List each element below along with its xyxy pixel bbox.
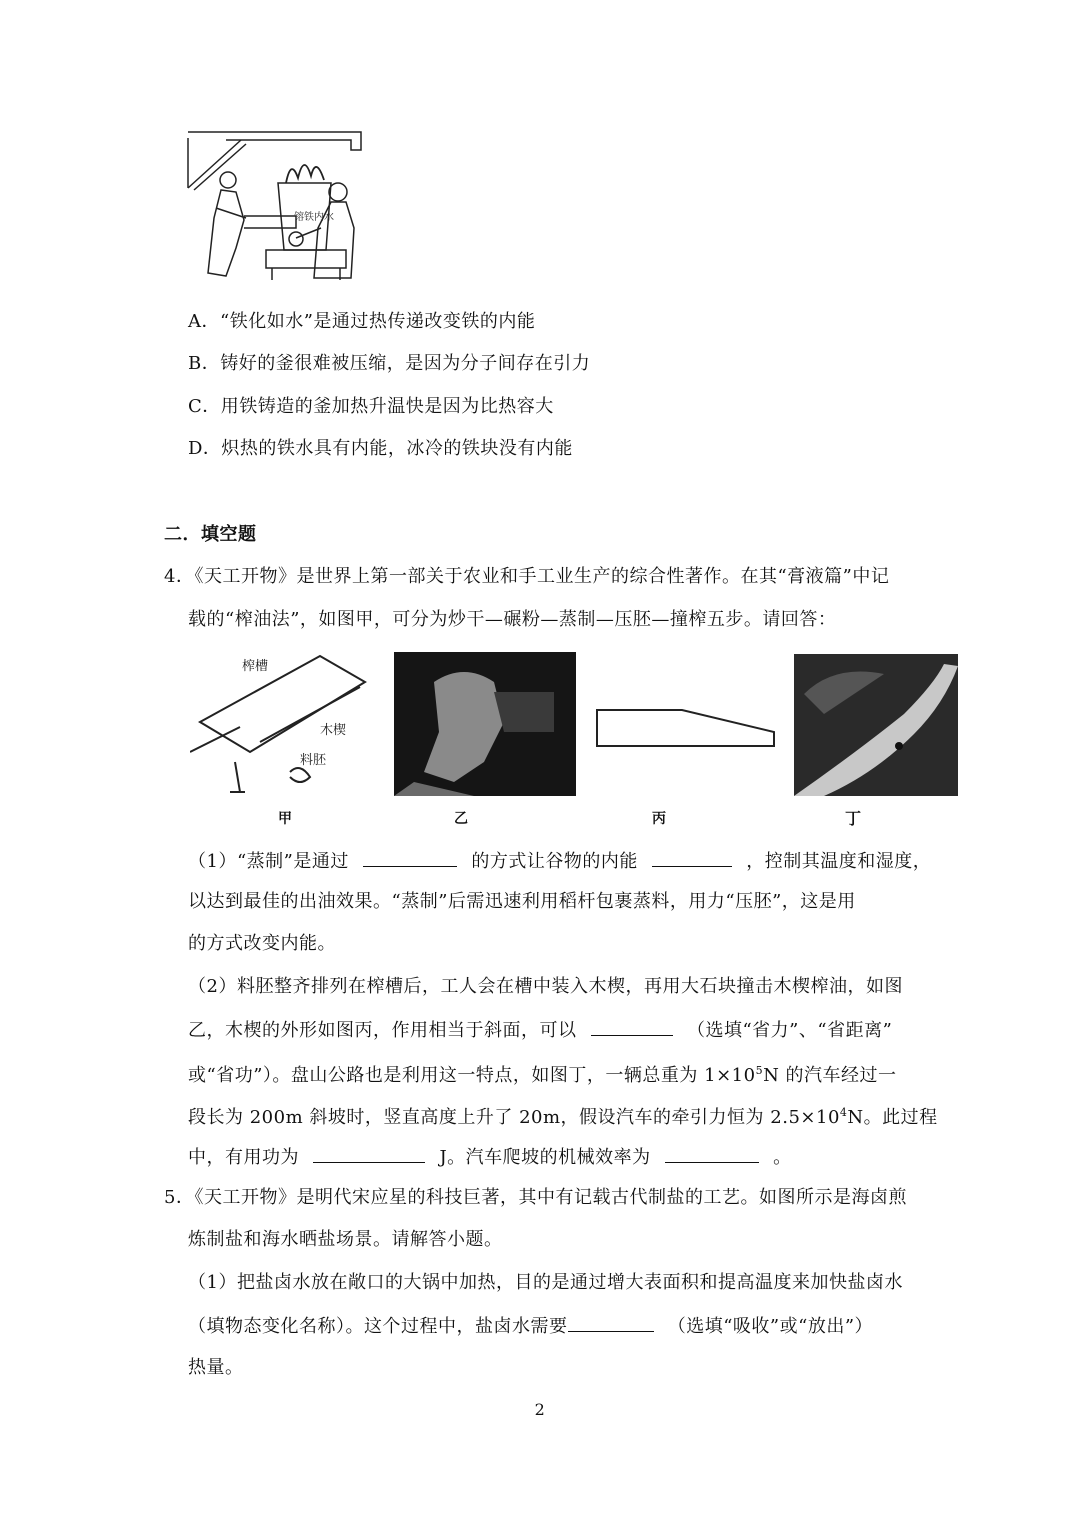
caption-jia: 甲 [278,811,292,827]
q3-option-a[interactable]: A．“铁化如水”是通过热传递改变铁的内能 [188,311,536,332]
q5-p1-line1: （1）把盐卤水放在敞口的大锅中加热，目的是通过增大表面积和提高温度来加快盐卤水 [188,1272,903,1293]
section-title: 二．填空题 [164,524,257,545]
q4-p1-line1 [188,848,931,874]
q4-p2-line3a: 或“省功”）。盘山公路也是利用这一特点，如图丁，一辆总重为 1×10 [188,1065,756,1086]
q4-line1: 4．《天工开物》是世界上第一部关于农业和手工业生产的综合性著作。在其“膏液篇”中记 [164,566,890,587]
q4-p2-line3b: N 的汽车经过一 [763,1065,897,1086]
label-blank: 料胚 [300,753,327,768]
blank-q4-3[interactable] [591,1017,673,1036]
q4-p2-line5a: 中，有用功为 [188,1147,299,1168]
q5-p1-line3: 热量。 [188,1357,244,1378]
q4-p2-line3 [188,1059,897,1088]
figure-ding-road [794,654,958,796]
figure-bing-wedge [594,704,776,750]
exp-5: 5 [755,1064,764,1077]
q4-p1-c: ，控制其温度和湿度， [746,851,932,872]
q4-p2-line4a: 段长为 200m 斜坡时，竖直高度上升了 20m，假设汽车的牵引力恒为 2.5×10 [188,1107,840,1128]
q4-p2-line5b: J。汽车爬坡的机械效率为 [439,1147,651,1168]
kettle-label: 镕铁内水 [294,212,334,223]
exp-4: 4 [839,1106,848,1119]
q3-option-b[interactable]: B．铸好的釜很难被压缩，是因为分子间存在引力 [188,353,591,374]
q4-p1-a: （1）“蒸制”是通过 [188,851,349,872]
blank-q5-1[interactable] [568,1313,654,1332]
figure-yi-photo [394,652,576,796]
q4-p2-line2a: 乙，木楔的外形如图丙，作用相当于斜面，可以 [188,1020,577,1041]
q4-p1-b: 的方式让谷物的内能 [471,851,638,872]
blank-q4-5[interactable] [665,1144,759,1163]
q5-line1: 5．《天工开物》是明代宋应星的科技巨著，其中有记载古代制盐的工艺。如图所示是海卤煎 [164,1187,907,1208]
blank-q4-2[interactable] [652,848,732,867]
q4-line2: 载的“榨油法”，如图甲，可分为炒干—碾粉—蒸制—压胚—撞榨五步。请回答： [188,609,837,630]
blank-q4-1[interactable] [363,848,457,867]
q5-p1-line2b: （选填“吸收”或“放出”） [667,1316,874,1337]
caption-bing: 丙 [652,811,666,827]
q3-option-c[interactable]: C．用铁铸造的釜加热升温快是因为比热容大 [188,396,554,417]
caption-ding: 丁 [844,809,861,828]
label-press: 榨槽 [242,659,269,674]
q4-p2-line4 [188,1101,938,1130]
q4-p2-line2b: （选填“省力”、“省距离” [686,1020,893,1041]
blank-q4-4[interactable] [313,1144,425,1163]
q4-p1-line3: 的方式改变内能。 [188,933,336,954]
q4-p2-line2 [188,1017,892,1043]
q4-p2-line5c: 。 [773,1147,792,1168]
q5-p1-line2a: （填物态变化名称）。这个过程中，盐卤水需要 [188,1316,568,1337]
caption-yi: 乙 [454,811,468,827]
q5-p1-line2 [188,1313,873,1339]
q4-p1-line2: 以达到最佳的出油效果。“蒸制”后需迅速利用稻杆包裹蒸料，用力“压胚”，这是用 [188,891,856,912]
iron-casting-illustration [186,128,366,290]
label-wedge: 木楔 [320,723,347,738]
page-number: 2 [534,1400,546,1419]
q4-p2-line1: （2）料胚整齐排列在榨槽后，工人会在槽中装入木楔，再用大石块撞击木楔榨油，如图 [188,976,903,997]
q5-line2: 炼制盐和海水晒盐场景。请解答小题。 [188,1229,503,1250]
q3-option-d[interactable]: D．炽热的铁水具有内能，冰冷的铁块没有内能 [188,438,573,459]
q4-p2-line4b: N。此过程 [847,1107,938,1128]
q4-p2-line5 [188,1144,792,1170]
figure-jia [190,652,370,798]
